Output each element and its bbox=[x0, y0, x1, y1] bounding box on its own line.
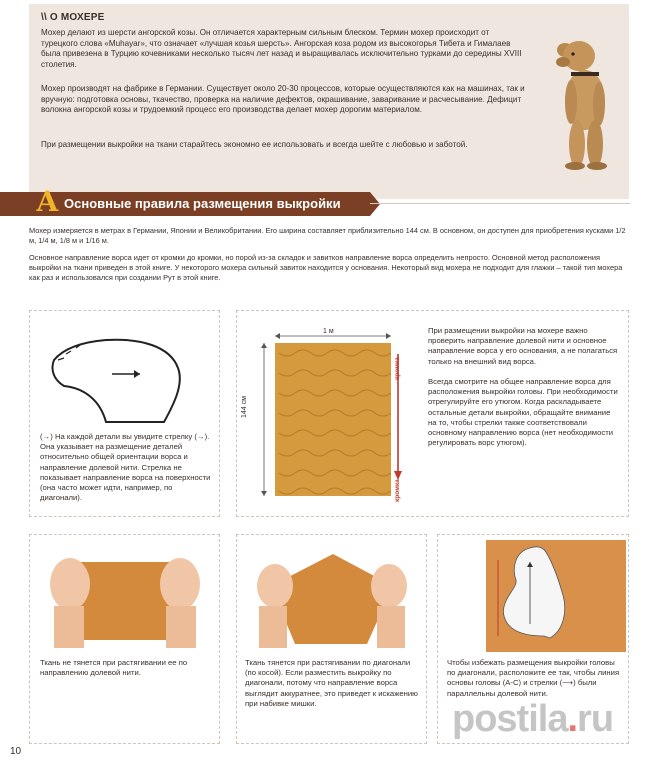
info-title: \\ О МОХЕРЕ bbox=[41, 12, 105, 23]
section-title: Основные правила размещения выкройки bbox=[64, 196, 341, 211]
watermark-tld: ru bbox=[577, 698, 614, 740]
caption-head-placement: Чтобы избежать размещения выкройки головы по диагонали, расположите ее так, чтобы линия основы головы (А-С) и стрелки (⟶) были параллельны долевой нити. bbox=[447, 658, 620, 698]
section-badge-letter: А bbox=[36, 185, 59, 218]
info-paragraph-1: Мохер делают из шерсти ангорской козы. Он отличается характерным сильным блеском. Термин мохер происходит от турецкого слова «Muhayar», что означает «лучшая козья шерсть». Ангорская коза родом из высокогорья Тибета и Гималаев была привезена в Турцию кочевниками несколько тысяч лет назад и выращивалась исключительно турками до середины XVIII столетия. bbox=[41, 28, 522, 69]
page-number: 10 bbox=[10, 746, 22, 757]
section-divider bbox=[370, 203, 630, 204]
mohair-info-box bbox=[29, 4, 629, 199]
head-pattern-on-fabric-image bbox=[486, 540, 626, 652]
info-paragraph-2: Мохер производят на фабрике в Германии. Существует около 20-30 процессов, которые осуществляются как на машинах, так и вручную: подготовка основы, ткачество, проверка на наличие дефектов, окрашивание, заваривание и расчесывание. Дефицит волокна ангорской козы и трудоемкий процесс его производства делает мохер дорогим материалом. bbox=[41, 84, 525, 114]
watermark-text: postila bbox=[452, 698, 568, 740]
info-paragraph-3: При размещении выкройки на ткани старайтесь экономно ее использовать и всегда шейте с любовью и заботой. bbox=[41, 140, 468, 149]
fabric-edge-bottom-label: кромка bbox=[394, 479, 401, 502]
teddy-bear-image bbox=[545, 32, 623, 172]
pattern-piece-image bbox=[44, 330, 204, 430]
fabric-width-label: 1 м bbox=[323, 328, 334, 335]
caption-straight-stretch: Ткань не тянется при растягивании ее по направлению долевой нити. bbox=[40, 658, 188, 678]
postila-watermark bbox=[452, 698, 613, 741]
fabric-edge-top-label: кромка bbox=[394, 357, 401, 380]
fabric-length-label: 144 см bbox=[241, 396, 248, 418]
section-header-arrow bbox=[370, 192, 380, 216]
body-paragraph-2: Основное направление ворса идет от кромки до кромки, но порой из-за складок и завитков направление ворса определить непросто. Основной метод расположения выкройки на ткани приведен в этой книге. У некоторого мохера сильный завиток находится у основания. Некоторый вид мохера не подходит для глажки – такой тип мохера как раз и использовался при создании Рут в этой книге. bbox=[29, 253, 623, 282]
caption-diagonal-stretch: Ткань тянется при растягивании по диагонали (по косой). Если разместить выкройку по диагонали, потому что направление ворса выглядит аккуратнее, это приведет к искажению при набивке мишки. bbox=[245, 658, 418, 708]
fabric-straight-stretch-image bbox=[42, 548, 208, 648]
body-paragraph-1: Мохер измеряется в метрах в Германии, Японии и Великобритании. Его ширина составляет приблизительно 144 см. В основном, он доступен для приобретения кусками 1/2 м, 1/4 м, 1/8 м и 1/16 м. bbox=[29, 226, 626, 245]
fabric-diagonal-stretch-image bbox=[249, 548, 415, 648]
caption-fabric: При размещении выкройки на мохере важно проверить направление долевой нити и основное направление ворса у его основания, а не полагаться только на внешний вид ворса. Всегда смотрите на общее направление ворса для расположения выкройки головы. При необходимости отрегулируйте его утюгом. Когда раскладываете остальные детали выкройки, обращайте внимание на то, чтобы стрелки также соответствовали основному направлению ворса (нет необходимости регулировать ворс утюгом). bbox=[428, 326, 618, 448]
caption-arrow: (→) На каждой детали вы увидите стрелку (→). Она указывает на размещение деталей относительно общей ориентации ворса и направление долевой нити. Стрелка не показывает направление ворса на поверхности (она часто может идти, например, по диагонали). bbox=[40, 432, 211, 503]
watermark-dot: . bbox=[567, 698, 578, 740]
